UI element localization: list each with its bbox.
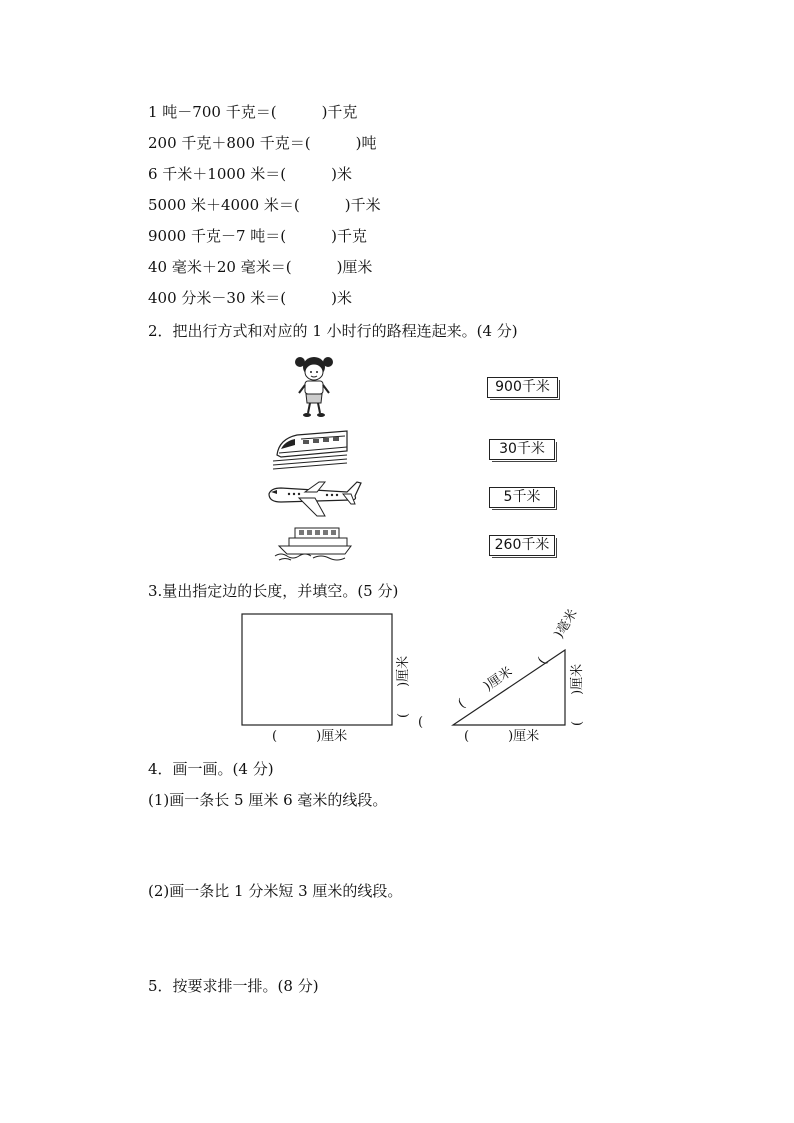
question-2-title: 2．把出行方式和对应的 1 小时行的路程连起来。(4 分)	[148, 322, 518, 340]
rectangle-shape	[242, 614, 392, 725]
equation-4: 5000 米＋4000 米＝( )千米	[148, 196, 381, 214]
distance-box-900km: 900千米	[487, 377, 558, 398]
triangle-hypotenuse-label: ( )厘米	[455, 664, 516, 712]
question-3-title: 3.量出指定边的长度，并填空。(5 分)	[148, 582, 399, 600]
question-4-title: 4．画一画。(4 分)	[148, 760, 274, 778]
equation-2: 200 千克＋800 千克＝( )吨	[148, 134, 377, 152]
distance-box-260km: 260千米	[489, 535, 555, 556]
question-4-sub1: (1)画一条长 5 厘米 6 毫米的线段。	[148, 791, 388, 809]
equation-6: 40 毫米＋20 毫米＝( )厘米	[148, 258, 373, 276]
distance-box-5km: 5千米	[489, 487, 555, 508]
question-5-title: 5．按要求排一排。(8 分)	[148, 977, 319, 995]
distance-box-30km: 30千米	[489, 439, 555, 460]
triangle-right-label: ( )厘米	[570, 663, 585, 726]
triangle-top-label: ( )毫米	[535, 606, 581, 668]
equation-5: 9000 千克－7 吨＝( )千克	[148, 227, 367, 245]
rect-right-label: ( )厘米	[396, 655, 411, 718]
question-4-sub2: (2)画一条比 1 分米短 3 厘米的线段。	[148, 882, 403, 900]
stray-paren: (	[418, 715, 424, 730]
triangle-bottom-label: ( )厘米	[464, 729, 540, 744]
equation-1: 1 吨－700 千克＝( )千克	[148, 103, 358, 121]
equation-3: 6 千米＋1000 米＝( )米	[148, 165, 352, 183]
equation-7: 400 分米－30 米＝( )米	[148, 289, 352, 307]
rect-bottom-label: ( )厘米	[272, 729, 348, 744]
